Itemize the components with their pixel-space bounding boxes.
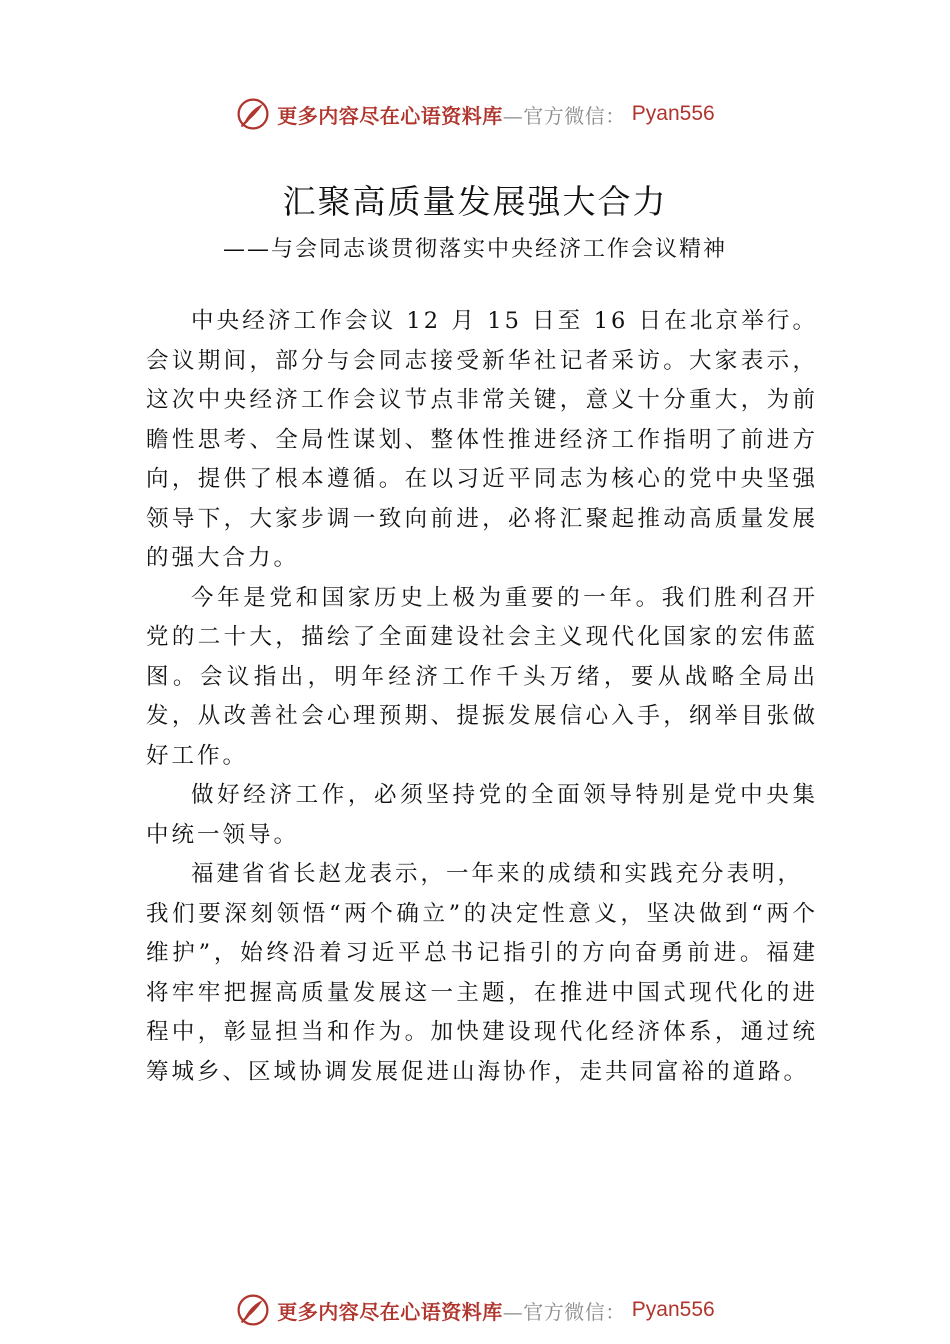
- paragraph: [146, 855, 818, 1092]
- brush-logo-icon: [235, 1292, 271, 1328]
- paragraph-first-line: 福建省省长赵龙表示，一年来的成绩和实践充分表明，: [191, 861, 804, 887]
- watermark-text: 更多内容尽在心语资料库—官方微信：: [277, 103, 626, 128]
- paragraph: 中央经济工作会议 12 月 15 日至 16 日在北京举行。会议期间，部分与会同志接受新华社记者采访。大家表示，这次中央经济工作会议节点非常关键，意义十分重大，为前瞻性思考、全局性谋划、整体性推进经济工作指明了前进方向，提供了根本遵循。在以习近平同志为核心的党中央坚强领导下，大家步调一致向前进，必将汇聚起推动高质量发展的强大合力。: [146, 308, 818, 571]
- document-title: 汇聚高质量发展强大合力: [282, 182, 668, 221]
- brush-logo-icon: [235, 96, 271, 132]
- paragraph: 做好经济工作，必须坚持党的全面领导特别是党中央集中统一领导。: [146, 782, 818, 848]
- watermark-text: 更多内容尽在心语资料库—官方微信：: [277, 1299, 626, 1324]
- watermark-wechat-id: Pyan556: [631, 102, 715, 125]
- paragraph: 今年是党和国家历史上极为重要的一年。我们胜利召开党的二十大，描绘了全面建设社会主义现代化国家的宏伟蓝图。会议指出，明年经济工作千头万绪，要从战略全局出发，从改善社会心理预期、提振发展信心入手，纲举目张做好工作。: [146, 584, 818, 769]
- watermark-wechat-id: Pyan556: [631, 1298, 715, 1321]
- paragraph-continuation: 我们要深刻领悟“两个确立”的决定性意义，坚决做到“两个维护”，始终沿着习近平总书记指引的方向奋勇前进。福建将牢牢把握高质量发展这一主题，在推进中国式现代化的进程中，彰显担当和作为。加快建设现代化经济体系，通过统筹城乡、区域协调发展促进山海协作，走共同富裕的道路。: [146, 900, 818, 1085]
- watermark-banner-top: [0, 92, 950, 136]
- document-subtitle: ——与会同志谈贯彻落实中央经济工作会议精神: [222, 237, 727, 262]
- document-body: [146, 302, 818, 1092]
- watermark-banner-bottom: [0, 1288, 950, 1332]
